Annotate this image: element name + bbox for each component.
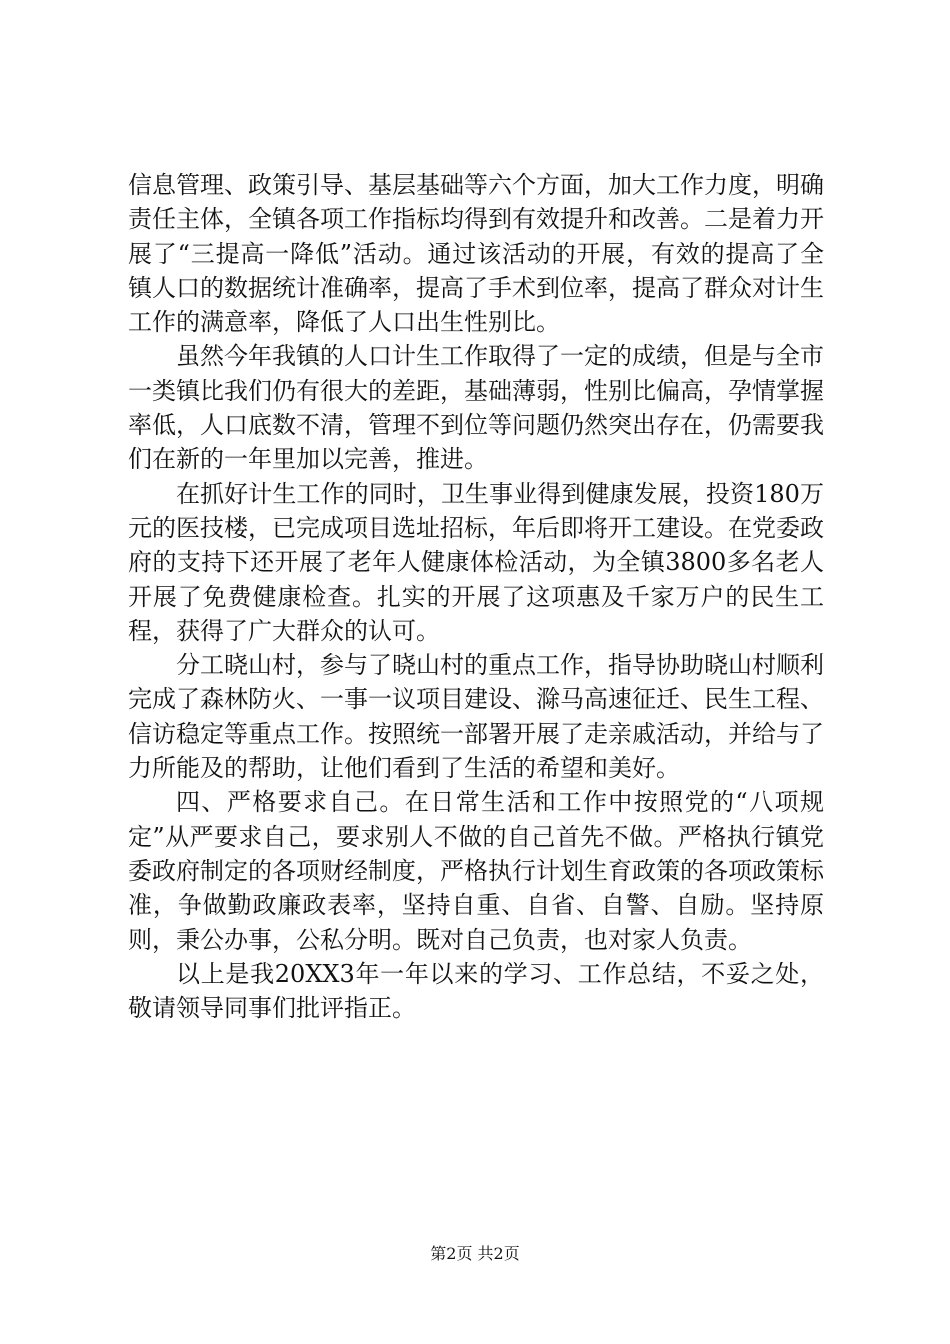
paragraph: 虽然今年我镇的人口计生工作取得了一定的成绩，但是与全市一类镇比我们仍有很大的差距，基础薄弱，性别比偏高，孕情掌握率低，人口底数不清，管理不到位等问题仍然突出存在，仍需要我们在新的一年里加以完善，推进。 <box>128 342 824 474</box>
paragraph: 以上是我20XX3年一年以来的学习、工作总结，不妥之处，敬请领导同事们批评指正。 <box>128 959 824 1023</box>
paragraph: 四、严格要求自己。在日常生活和工作中按照党的“八项规定”从严要求自己，要求别人不做的自己首先不做。严格执行镇党委政府制定的各项财经制度，严格执行计划生育政策的各项政策标准，争做勤政廉政表率，坚持自重、自省、自警、自励。坚持原则，秉公办事，公私分明。既对自己负责，也对家人负责。 <box>128 788 824 954</box>
document-body <box>128 168 824 1025</box>
paragraph: 分工晓山村，参与了晓山村的重点工作，指导协助晓山村顺利完成了森林防火、一事一议项目建设、滁马高速征迁、民生工程、信访稳定等重点工作。按照统一部署开展了走亲戚活动，并给与了力所能及的帮助，让他们看到了生活的希望和美好。 <box>128 651 824 783</box>
page-footer: 第2页 共2页 <box>430 1244 520 1263</box>
paragraph-continuation: 信息管理、政策引导、基层基础等六个方面，加大工作力度，明确责任主体，全镇各项工作指标均得到有效提升和改善。二是着力开展了“三提高一降低”活动。通过该活动的开展，有效的提高了全镇人口的数据统计准确率，提高了手术到位率，提高了群众对计生工作的满意率，降低了人口出生性别比。 <box>128 171 824 337</box>
paragraph: 在抓好计生工作的同时，卫生事业得到健康发展，投资180万元的医技楼，已完成项目选址招标，年后即将开工建设。在党委政府的支持下还开展了老年人健康体检活动，为全镇3800多名老人开展了免费健康检查。扎实的开展了这项惠及千家万户的民生工程，获得了广大群众的认可。 <box>128 479 824 645</box>
